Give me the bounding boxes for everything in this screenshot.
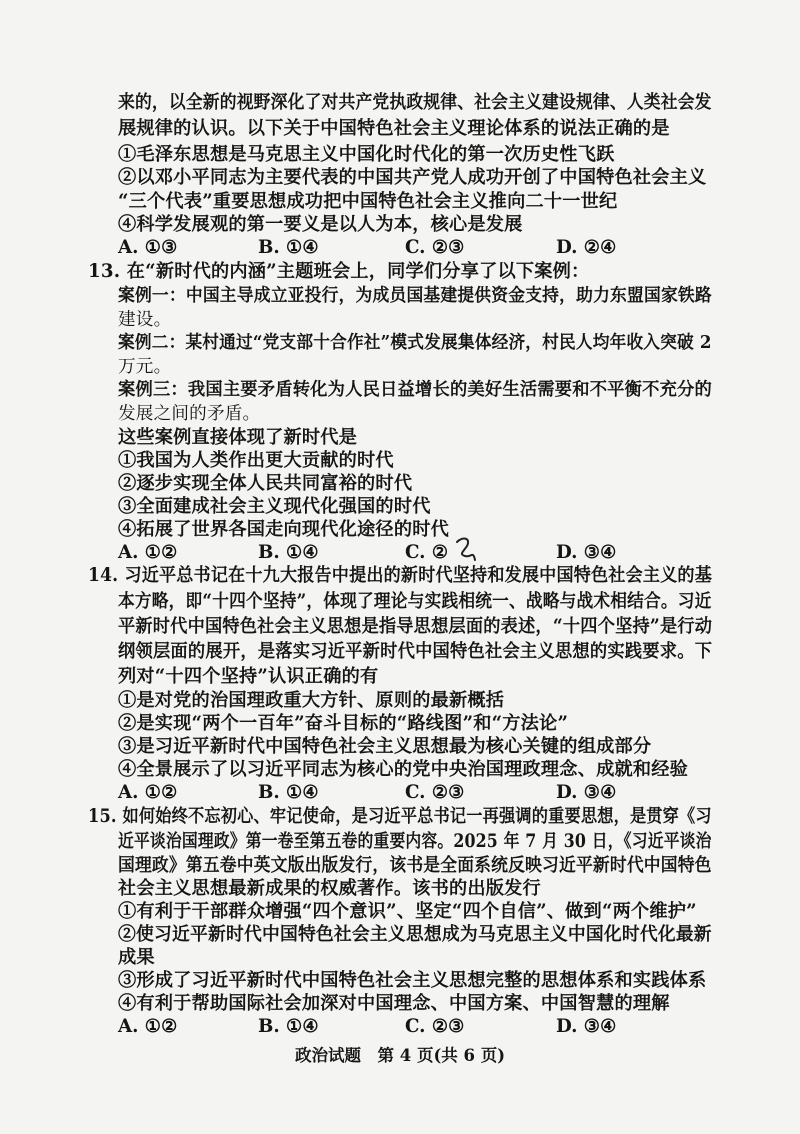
q15-option-b: B. ①④: [258, 1016, 319, 1037]
case1-label: 案例一：: [118, 285, 186, 306]
q12-option-b: B. ①④: [258, 237, 319, 258]
q13-case3-cont: 发展之间的矛盾。: [118, 404, 261, 424]
case3-label: 案例三：: [118, 379, 188, 400]
q15-item: ④有利于帮助国际社会加深对中国理念、中国方案、中国智慧的理解: [118, 993, 670, 1014]
q12-line: 来的，以全新的视野深化了对共产党执政规律、社会主义建设规律、人类社会发: [118, 92, 712, 113]
q13-item: ①我国为人类作出更大贡献的时代: [118, 450, 394, 471]
q14-stem: 列对“十四个坚持”认识正确的有: [118, 666, 379, 687]
q15-stem: 国理政》第五卷中英文版出版发行，该书是全面系统反映习近平新时代中国特色: [118, 855, 712, 876]
q15-stem: 近平谈治国理政》第一卷至第五卷的重要内容。2025 年 7 月 30 日，《习近平谈治: [118, 831, 712, 852]
q13-case1: [118, 284, 712, 308]
q15-item: ③形成了习近平新时代中国特色社会主义思想完整的思想体系和实践体系: [118, 970, 707, 991]
q12-option-d: D. ②④: [556, 237, 617, 258]
page-footer: 政治试题 第 4 页(共 6 页): [294, 1046, 506, 1065]
q14-item: ④全景展示了以习近平同志为核心的党中央治国理政理念、成就和经验: [118, 759, 689, 780]
q14-item: ③是习近平新时代中国特色社会主义思想最为核心关键的组成部分: [118, 736, 652, 757]
q13-case3: [118, 378, 712, 402]
q14-option-a: A. ①②: [118, 782, 178, 803]
case3-text: 我国主要矛盾转化为人民日益增长的美好生活需要和不平衡不充分的: [187, 379, 713, 400]
q13-option-c: C. ②: [405, 542, 449, 563]
case2-text: 某村通过“党支部十合作社”模式发展集体经济，村民人均年收入突破 2: [185, 332, 712, 353]
q15-stem: 社会主义思想最新成果的权威著作。该书的出版发行: [118, 878, 541, 899]
q13-item: ②逐步实现全体人民共同富裕的时代: [118, 473, 413, 494]
q12-item: ②以邓小平同志为主要代表的中国共产党人成功开创了中国特色社会主义: [118, 167, 707, 188]
q14-item: ②是实现“两个一百年”奋斗目标的“路线图”和“方法论”: [118, 713, 569, 734]
q14-item: ①是对党的治国理政重大方针、原则的最新概括: [118, 690, 505, 711]
q13-case1-cont: 建设。: [118, 310, 172, 330]
q12-option-c: C. ②③: [405, 237, 465, 258]
q13-item: ④拓展了世界各国走向现代化途径的时代: [118, 519, 449, 540]
q14-option-d: D. ③④: [556, 782, 617, 803]
q12-line: 展规律的认识。以下关于中国特色社会主义理论体系的说法正确的是: [118, 118, 670, 139]
q13-case2: [118, 331, 712, 355]
case1-text: 中国主导成立亚投行，为成员国基建提供资金支持，助力东盟国家铁路: [185, 285, 712, 306]
q15-item: ①有利于干部群众增强“四个意识”、坚定“四个自信”、做到“两个维护”: [118, 901, 697, 922]
case2-label: 案例二：: [118, 332, 186, 353]
q13-option-a: A. ①②: [118, 542, 178, 563]
q13-item: ③全面建成社会主义现代化强国的时代: [118, 496, 431, 517]
q15-option-a: A. ①②: [118, 1016, 178, 1037]
q15-stem: 15. 如何始终不忘初心、牢记使命，是习近平总书记一再强调的重要思想，是贯穿《习: [88, 806, 712, 827]
q13-question: 这些案例直接体现了新时代是: [118, 427, 358, 448]
q14-option-c: C. ②③: [405, 782, 465, 803]
q13-option-b: B. ①④: [258, 542, 319, 563]
q13-case2-cont: 万元。: [118, 357, 172, 377]
q12-option-a: A. ①③: [118, 237, 178, 258]
q12-item: ④科学发展观的第一要义是以人为本，核心是发展: [118, 214, 523, 235]
q14-stem: 纲领层面的展开，是落实习近平新时代中国特色社会主义思想的实践要求。下: [118, 641, 713, 662]
q13-stem: 13. 在“新时代的内涵”主题班会上，同学们分享了以下案例：: [88, 261, 590, 282]
q14-stem: 平新时代中国特色社会主义思想是指导思想层面的表述，“十四个坚持”是行动: [118, 616, 713, 637]
q14-stem: 本方略，即“十四个坚持”，体现了理论与实践相统一、战略与战术相结合。习近: [118, 591, 712, 612]
q15-option-d: D. ③④: [556, 1016, 617, 1037]
q14-option-b: B. ①④: [258, 782, 319, 803]
q13-option-d: D. ③④: [556, 542, 617, 563]
q12-item: “三个代表”重要思想成功把中国特色社会主义推向二十一世纪: [118, 191, 618, 212]
q15-item: ②使习近平新时代中国特色社会主义思想成为马克思主义中国化时代化最新: [118, 924, 712, 945]
q14-stem: 14. 习近平总书记在十九大报告中提出的新时代坚持和发展中国特色社会主义的基: [88, 565, 712, 586]
q12-item: ①毛泽东思想是马克思主义中国化时代化的第一次历史性飞跃: [118, 144, 615, 165]
q15-option-c: C. ②③: [405, 1016, 465, 1037]
q15-item: 成果: [118, 947, 155, 968]
handwritten-mark: [453, 534, 479, 564]
